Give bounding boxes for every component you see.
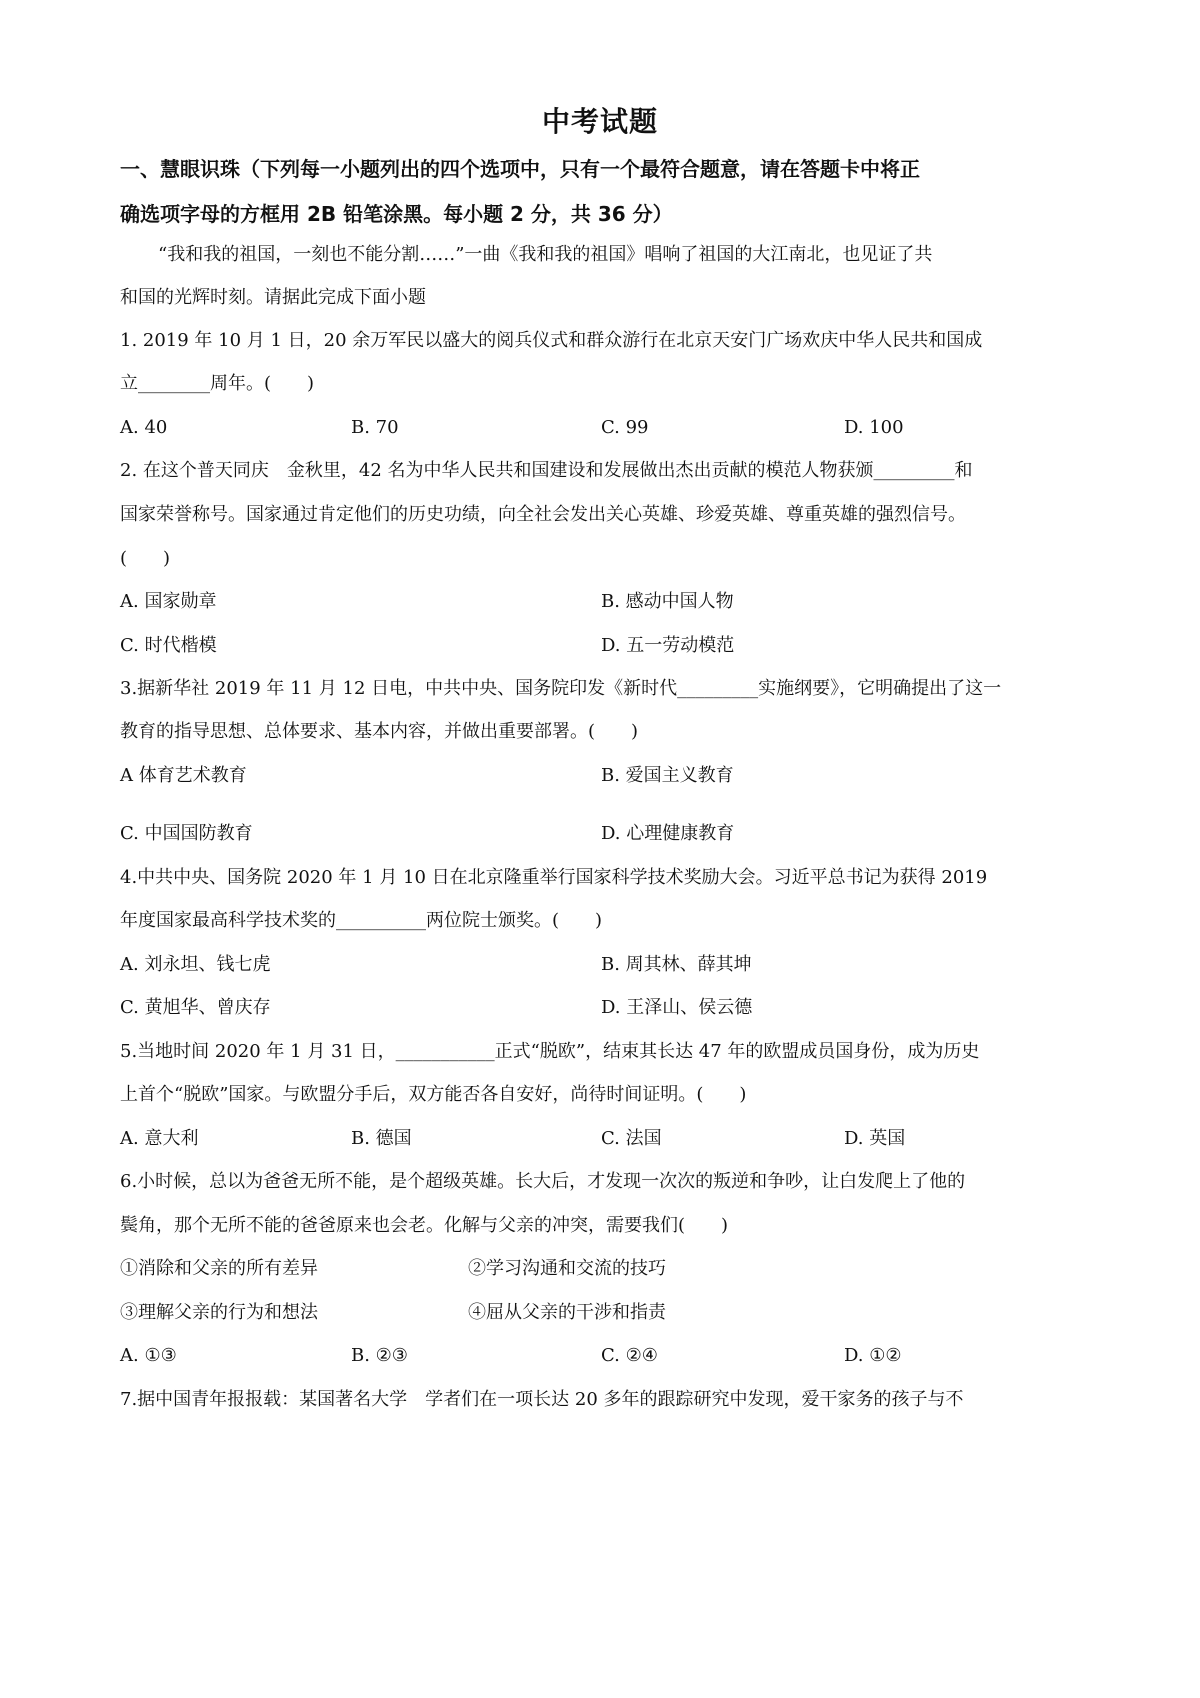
question-1-option-c: C. 99 [601, 417, 649, 438]
question-6-statement-1: ①消除和父亲的所有差异 [120, 1258, 318, 1279]
question-4-option-a: A. 刘永坦、钱七虎 [120, 954, 271, 975]
question-5-option-a: A. 意大利 [120, 1128, 199, 1149]
question-6-option-b: B. ②③ [351, 1345, 408, 1366]
question-2-option-d: D. 五一劳动模范 [601, 635, 735, 656]
question-6-option-a: A. ①③ [120, 1345, 177, 1366]
question-6-option-d: D. ①② [844, 1345, 902, 1366]
question-1-line-2: 立________周年。( ) [120, 373, 315, 394]
question-4-option-d: D. 王泽山、侯云德 [601, 997, 753, 1018]
intro-line-1: “我和我的祖国，一刻也不能分割……”一曲《我和我的祖国》唱响了祖国的大江南北，也见证了共 [158, 244, 933, 265]
question-3-line-1: 3.据新华社 2019 年 11 月 12 日电，中共中央、国务院印发《新时代_________实施纲要》，它明确提出了这一 [120, 678, 1002, 699]
question-2-line-2: 国家荣誉称号。国家通过肯定他们的历史功绩，向全社会发出关心英雄、珍爱英雄、尊重英雄的强烈信号。 [120, 504, 966, 525]
intro-line-2: 和国的光辉时刻。请据此完成下面小题 [120, 287, 426, 308]
question-3-option-c: C. 中国国防教育 [120, 823, 253, 844]
question-4-option-b: B. 周其林、薛其坤 [601, 954, 752, 975]
question-6-option-c: C. ②④ [601, 1345, 658, 1366]
question-3-option-d: D. 心理健康教育 [601, 823, 735, 844]
question-2-option-b: B. 感动中国人物 [601, 591, 734, 612]
question-6-statement-3: ③理解父亲的行为和想法 [120, 1302, 318, 1323]
question-1-option-b: B. 70 [351, 417, 399, 438]
question-3-option-b: B. 爱国主义教育 [601, 765, 734, 786]
question-3-option-a: A 体育艺术教育 [120, 765, 247, 786]
question-5-line-1: 5.当地时间 2020 年 1 月 31 日，___________正式“脱欧”，结束其长达 47 年的欧盟成员国身份，成为历史 [120, 1041, 980, 1062]
question-2-line-1: 2. 在这个普天同庆 金秋里，42 名为中华人民共和国建设和发展做出杰出贡献的模范人物获颁_________和 [120, 460, 973, 481]
question-5-option-d: D. 英国 [844, 1128, 906, 1149]
section-heading-line-2: 确选项字母的方框用 2B 铅笔涂黑。每小题 2 分，共 36 分） [120, 202, 673, 226]
question-6-statement-2: ②学习沟通和交流的技巧 [468, 1258, 666, 1279]
question-5-option-c: C. 法国 [601, 1128, 662, 1149]
question-7-line-1: 7.据中国青年报报载：某国著名大学 学者们在一项长达 20 多年的跟踪研究中发现，爱干家务的孩子与不 [120, 1389, 964, 1410]
question-6-line-2: 鬓角，那个无所不能的爸爸原来也会老。化解与父亲的冲突，需要我们( ) [120, 1215, 729, 1236]
question-2-line-3: ( ) [120, 548, 171, 569]
question-6-line-1: 6.小时候，总以为爸爸无所不能，是个超级英雄。长大后，才发现一次次的叛逆和争吵，让白发爬上了他的 [120, 1171, 966, 1192]
question-3-line-2: 教育的指导思想、总体要求、基本内容，并做出重要部署。( ) [120, 721, 639, 742]
page-title: 中考试题 [541, 105, 658, 138]
section-heading-line-1: 一、慧眼识珠（下列每一小题列出的四个选项中，只有一个最符合题意，请在答题卡中将正 [120, 157, 920, 181]
question-2-option-c: C. 时代楷模 [120, 635, 217, 656]
question-1-line-1: 1. 2019 年 10 月 1 日，20 余万军民以盛大的阅兵仪式和群众游行在北京天安门广场欢庆中华人民共和国成 [120, 330, 983, 351]
question-4-option-c: C. 黄旭华、曾庆存 [120, 997, 271, 1018]
question-5-line-2: 上首个“脱欧”国家。与欧盟分手后，双方能否各自安好，尚待时间证明。( ) [120, 1084, 747, 1105]
question-1-option-a: A. 40 [120, 417, 168, 438]
question-4-line-1: 4.中共中央、国务院 2020 年 1 月 10 日在北京隆重举行国家科学技术奖励大会。习近平总书记为获得 2019 [120, 867, 988, 888]
question-2-option-a: A. 国家勋章 [120, 591, 217, 612]
question-5-option-b: B. 德国 [351, 1128, 412, 1149]
question-6-statement-4: ④屈从父亲的干涉和指责 [468, 1302, 666, 1323]
question-4-line-2: 年度国家最高科学技术奖的__________两位院士颁奖。( ) [120, 910, 603, 931]
question-1-option-d: D. 100 [844, 417, 904, 438]
